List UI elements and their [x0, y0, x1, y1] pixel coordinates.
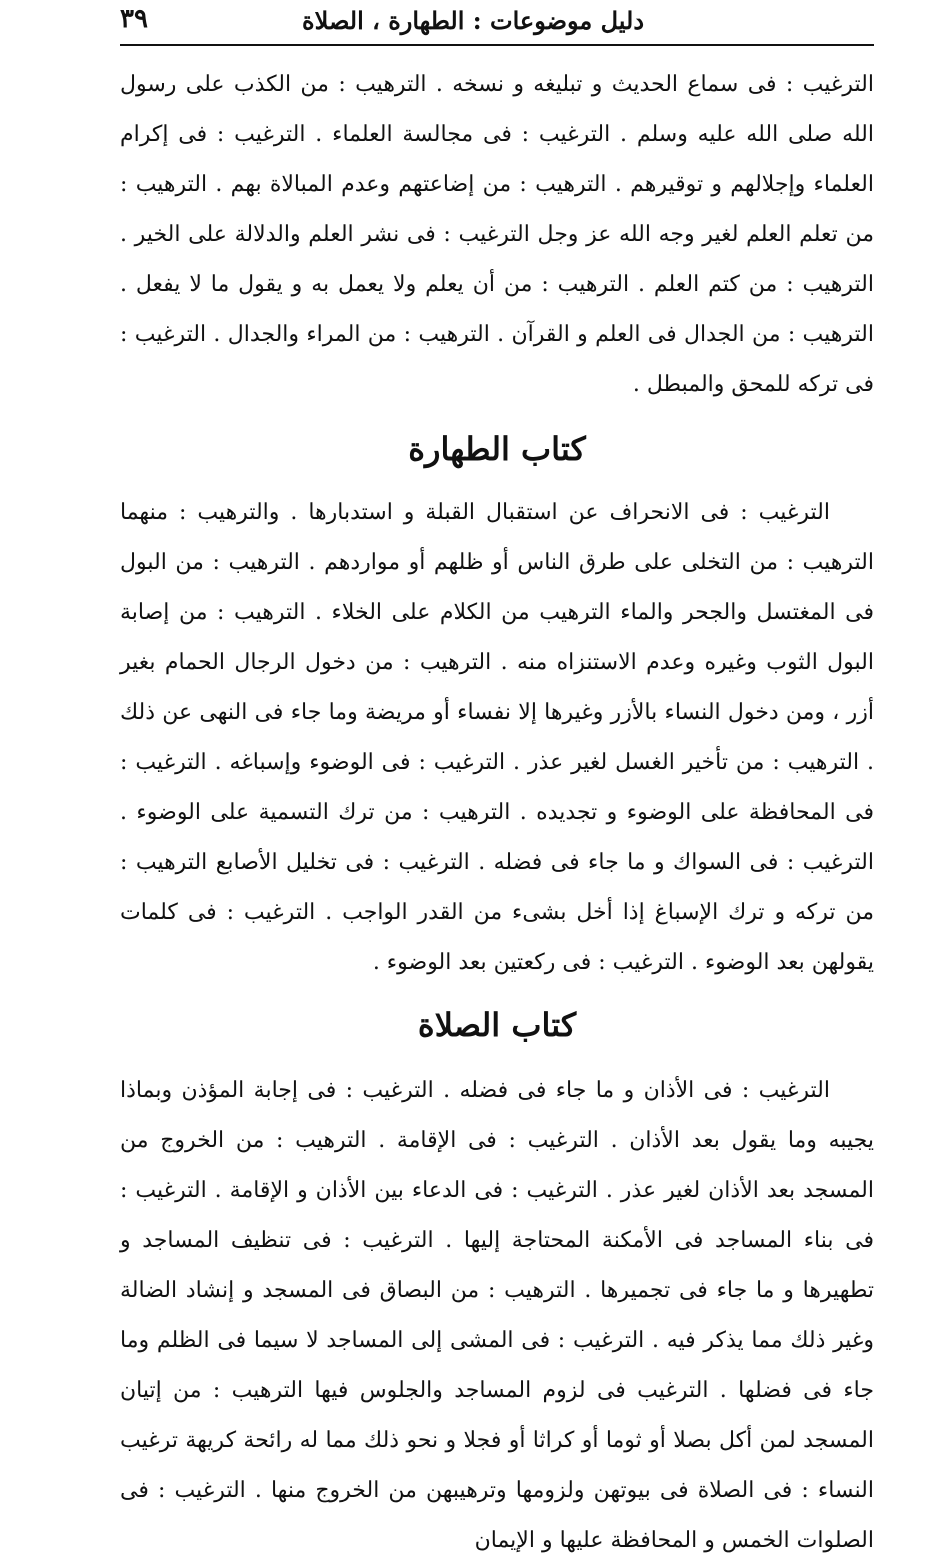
salat-paragraph: الترغيب : فى الأذان و ما جاء فى فضله . الترغيب : فى إجابة المؤذن وبماذا يجيبه وما يقول بعد الأذان . الترغيب : فى الإقامة . الترهيب : من الخروج من المسجد بعد الأذان لغير عذر . الترغيب : فى الدعاء بين الأذان و الإقامة . الترغيب : فى بناء المساجد فى الأمكنة المحتاجة إليها . الترغيب : فى تنظيف المساجد و تطهيرها و ما جاء فى تجميرها . الترهيب : من البصاق فى المسجد و إنشاد الضالة وغير ذلك مما يذكر فيه . الترغيب : فى المشى إلى المساجد لا سيما فى الظلم وما جاء فى فضلها . الترغيب فى لزوم المساجد والجلوس فيها الترهيب : من إتيان المسجد لمن أكل بصلا أو ثوما أو كراثا أو فجلا و نحو ذلك مما له رائحة كريهة ترغيب النساء : فى الصلاة فى بيوتهن ولزومها وترهيبهن من الخروج منها . الترغيب : فى الصلوات الخمس و المحافظة عليها و الإيمان — [120, 1078, 875, 1553]
salat-heading: كتاب الصلاة — [417, 1006, 577, 1044]
page-body — [120, 60, 874, 1566]
running-title: دليل موضوعات : الطهارة ، الصلاة — [302, 6, 644, 35]
tahara-paragraph: الترغيب : فى الانحراف عن استقبال القبلة و استدبارها . والترهيب : منهما الترهيب : من التخلى على طرق الناس أو ظلهم أو مواردهم . الترهيب : من البول فى المغتسل والجحر والماء الترهيب من الكلام على الخلاء . الترهيب : من إصابة البول الثوب وغيره وعدم الاستنزاه منه . الترهيب : من دخول الرجال الحمام بغير أزر ، ومن دخول النساء بالأزر وغيرها إلا نفساء أو مريضة وما جاء فى النهى عن ذلك . الترهيب : من تأخير الغسل لغير عذر . الترغيب : فى الوضوء وإسباغه . الترغيب : فى المحافظة على الوضوء و تجديده . الترهيب : من ترك التسمية على الوضوء . الترغيب : فى السواك و ما جاء فى فضله . الترغيب : فى تخليل الأصابع الترهيب : من تركه و ترك الإسباغ إذا أخل بشىء من القدر الواجب . الترغيب : فى كلمات يقولهن بعد الوضوء . الترغيب : فى ركعتين بعد الوضوء . — [120, 500, 874, 975]
page-number: ٣٩ — [120, 4, 148, 34]
intro-paragraph: الترغيب : فى سماع الحديث و تبليغه و نسخه . الترهيب : من الكذب على رسول الله صلى الله عليه وسلم . الترغيب : فى مجالسة العلماء . الترغيب : فى إكرام العلماء وإجلالهم و توقيرهم . الترهيب : من إضاعتهم وعدم المبالاة بهم . الترهيب : من تعلم العلم لغير وجه الله عز وجل الترغيب : فى نشر العلم والدلالة على الخير . الترهيب : من كتم العلم . الترهيب : من أن يعلم ولا يعمل به و يقول ما لا يفعل . الترهيب : من الجدال فى العلم و القرآن . الترهيب : من المراء والجدال . الترغيب : فى تركه للمحق والمبطل . — [120, 72, 874, 397]
page-header — [120, 0, 874, 46]
tahara-heading: كتاب الطهارة — [408, 430, 586, 468]
